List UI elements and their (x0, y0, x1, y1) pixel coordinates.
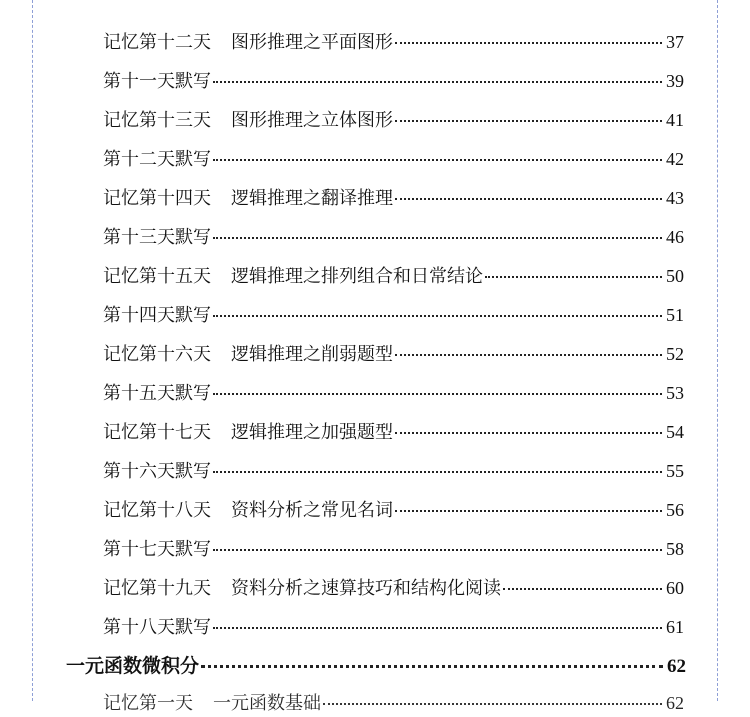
toc-entry-day: 记忆第十三天 (103, 110, 211, 131)
toc-entry[interactable] (103, 224, 684, 250)
toc-page-number: 50 (666, 266, 684, 286)
toc-entry-day: 第十五天默写 (103, 383, 211, 404)
toc-entry-day: 记忆第十六天 (103, 344, 211, 365)
toc-entry-topic: 资料分析之常见名词 (231, 500, 393, 521)
toc-page-number: 42 (666, 149, 684, 169)
toc-page-number: 46 (666, 227, 684, 247)
toc-dot-leader (213, 627, 662, 629)
toc-entry-day: 第十四天默写 (103, 305, 211, 326)
toc-entry-day: 第十六天默写 (103, 461, 211, 482)
toc-chapter-entry[interactable] (66, 653, 686, 679)
toc-entry-topic: 逻辑推理之排列组合和日常结论 (231, 266, 483, 287)
toc-entry-topic: 图形推理之平面图形 (231, 32, 393, 53)
toc-dot-leader (485, 276, 662, 278)
toc-page-number: 62 (667, 656, 686, 677)
toc-dot-leader (323, 703, 662, 705)
toc-entry[interactable] (103, 107, 684, 133)
toc-entry-topic: 逻辑推理之翻译推理 (231, 188, 393, 209)
toc-dot-leader (395, 432, 662, 434)
toc-entry-day: 第十三天默写 (103, 227, 211, 248)
toc-entry[interactable] (103, 614, 684, 640)
toc-entry[interactable] (103, 458, 684, 484)
toc-page-number: 53 (666, 383, 684, 403)
toc-dot-leader (213, 159, 662, 161)
toc-entry[interactable] (103, 302, 684, 328)
toc-dot-leader (213, 471, 662, 473)
toc-entry-day: 记忆第十七天 (103, 422, 211, 443)
toc-entry-day: 记忆第十四天 (103, 188, 211, 209)
toc-entry-topic: 逻辑推理之削弱题型 (231, 344, 393, 365)
toc-page-number: 52 (666, 344, 684, 364)
toc-dot-leader (395, 198, 662, 200)
toc-page-number: 39 (666, 71, 684, 91)
toc-entry-topic: 资料分析之速算技巧和结构化阅读 (231, 578, 501, 599)
toc-dot-leader (201, 665, 663, 668)
toc-page-number: 62 (666, 693, 684, 713)
toc-entry[interactable] (103, 146, 684, 172)
toc-dot-leader (213, 393, 662, 395)
toc-dot-leader (395, 510, 662, 512)
toc-entry-topic: 逻辑推理之加强题型 (231, 422, 393, 443)
toc-entry-day: 记忆第十八天 (103, 500, 211, 521)
toc-page-number: 41 (666, 110, 684, 130)
toc-entry[interactable] (103, 497, 684, 523)
toc-dot-leader (395, 120, 662, 122)
toc-entry-day: 第十二天默写 (103, 149, 211, 170)
toc-page-number: 54 (666, 422, 684, 442)
toc-entry[interactable] (103, 68, 684, 94)
toc-page-number: 55 (666, 461, 684, 481)
toc-entry[interactable] (103, 419, 684, 445)
toc-dot-leader (395, 354, 662, 356)
toc-page-number: 43 (666, 188, 684, 208)
toc-entry[interactable] (103, 536, 684, 562)
toc-entry-day: 记忆第十九天 (103, 578, 211, 599)
toc-page-number: 37 (666, 32, 684, 52)
toc-dot-leader (213, 237, 662, 239)
toc-entry[interactable] (103, 185, 684, 211)
toc-entry[interactable] (103, 575, 684, 601)
toc-entry-day: 第十八天默写 (103, 617, 211, 638)
toc-entry-topic: 图形推理之立体图形 (231, 110, 393, 131)
toc-page-number: 56 (666, 500, 684, 520)
toc-dot-leader (213, 81, 662, 83)
toc-dot-leader (503, 588, 662, 590)
toc-entry-day: 第十一天默写 (103, 71, 211, 92)
toc-page-number: 60 (666, 578, 684, 598)
toc-entry-day: 记忆第一天 (103, 693, 193, 714)
toc-entry-day: 记忆第十二天 (103, 32, 211, 53)
toc-entry-day: 记忆第十五天 (103, 266, 211, 287)
toc-entry-day: 第十七天默写 (103, 539, 211, 560)
toc-dot-leader (213, 549, 662, 551)
toc-entry-topic: 一元函数基础 (213, 693, 321, 714)
toc-dot-leader (213, 315, 662, 317)
toc-entry[interactable] (103, 341, 684, 367)
toc-entry[interactable] (103, 690, 684, 716)
toc-entry[interactable] (103, 380, 684, 406)
toc-dot-leader (395, 42, 662, 44)
toc-page-number: 51 (666, 305, 684, 325)
toc-entry[interactable] (103, 29, 684, 55)
toc-entry[interactable] (103, 263, 684, 289)
toc-entry-day: 一元函数微积分 (66, 655, 200, 677)
toc-page-number: 61 (666, 617, 684, 637)
toc-page-number: 58 (666, 539, 684, 559)
